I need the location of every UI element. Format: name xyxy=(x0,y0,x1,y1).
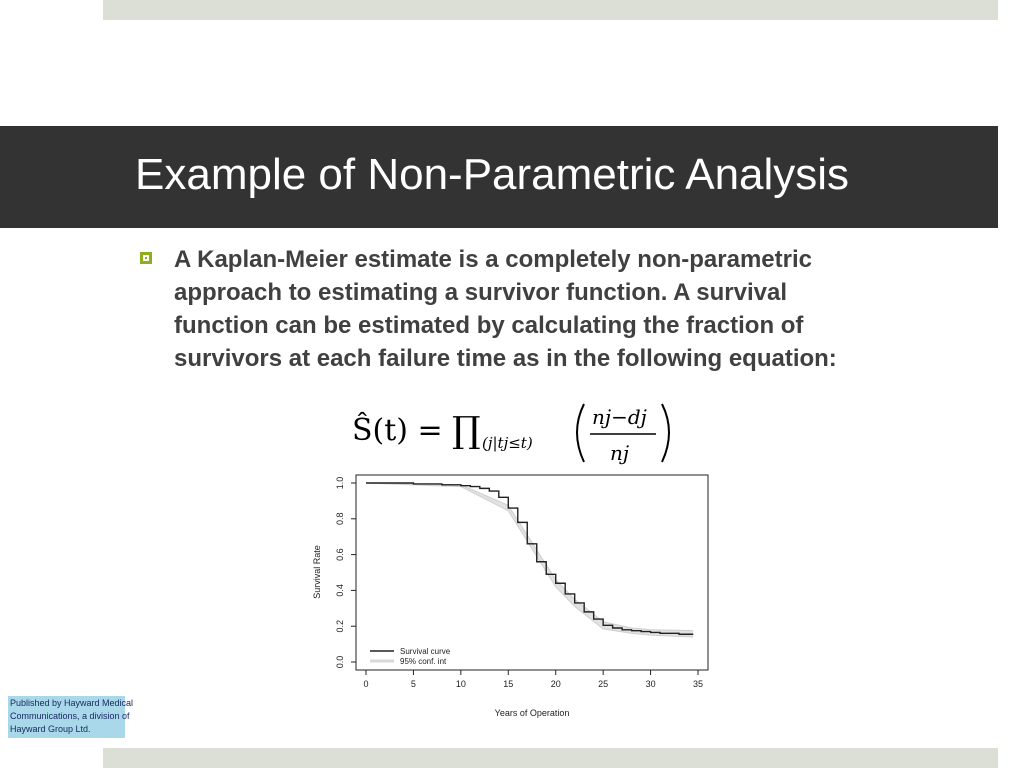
confidence-interval-layer xyxy=(366,483,693,637)
equation-denominator: nj xyxy=(610,441,630,465)
y-tick-label: 0.4 xyxy=(335,584,345,597)
body-line: A Kaplan-Meier estimate is a completely non-parametric xyxy=(174,246,812,273)
top-decor-bar xyxy=(103,0,998,20)
equation-left-paren xyxy=(577,404,584,462)
ci-band xyxy=(366,483,693,637)
axis-layer xyxy=(335,477,703,689)
publisher-credit xyxy=(8,696,134,738)
credit-line: Hayward Group Ltd. xyxy=(10,724,91,734)
y-axis-label: Survival Rate xyxy=(312,545,322,599)
y-tick-label: 0.2 xyxy=(335,619,345,633)
survival-curve-layer xyxy=(366,483,693,634)
body-paragraph xyxy=(174,243,974,375)
x-tick-label: 30 xyxy=(645,679,656,689)
x-tick-label: 20 xyxy=(550,679,561,689)
legend-label-survival: Survival curve xyxy=(400,647,451,656)
legend xyxy=(370,647,451,666)
y-tick-label: 1.0 xyxy=(335,476,345,490)
y-tick-label: 0.8 xyxy=(335,512,345,526)
equation-subscript: (j|tj≤t) xyxy=(482,434,533,452)
plot-frame xyxy=(356,475,708,670)
x-tick-label: 25 xyxy=(598,679,609,689)
x-tick-label: 5 xyxy=(410,679,416,689)
x-axis-label: Years of Operation xyxy=(494,708,570,718)
body-line: function can be estimated by calculating the fraction of xyxy=(174,312,804,339)
legend-label-ci: 95% conf. int xyxy=(400,657,447,666)
x-tick-label: 15 xyxy=(503,679,514,689)
credit-line: Communications, a division of xyxy=(10,711,130,721)
ci-lower-line xyxy=(366,483,693,637)
x-tick-label: 10 xyxy=(455,679,466,689)
y-tick-label: 0.6 xyxy=(335,548,345,561)
ci-upper-line xyxy=(366,483,693,631)
survival-curve-line xyxy=(366,483,693,634)
slide-title: Example of Non-Parametric Analysis xyxy=(135,150,850,199)
survival-chart xyxy=(300,466,730,728)
equation-product-symbol: ∏ xyxy=(452,410,481,451)
y-tick-label: 0.0 xyxy=(335,655,345,669)
body-line: survivors at each failure time as in the following equation: xyxy=(174,345,837,372)
equation-numerator: nj−dj xyxy=(592,405,647,429)
body-line: approach to estimating a survivor function. A survival xyxy=(174,279,788,306)
kaplan-meier-equation xyxy=(352,396,677,470)
x-tick-label: 0 xyxy=(363,679,369,689)
bottom-decor-bar xyxy=(103,748,998,768)
bullet-square-icon xyxy=(140,252,152,264)
equation-lhs: Ŝ(t) = xyxy=(352,413,443,448)
credit-line: Published by Hayward Medical xyxy=(10,698,134,708)
x-tick-label: 35 xyxy=(692,679,704,689)
equation-right-paren xyxy=(662,404,669,462)
